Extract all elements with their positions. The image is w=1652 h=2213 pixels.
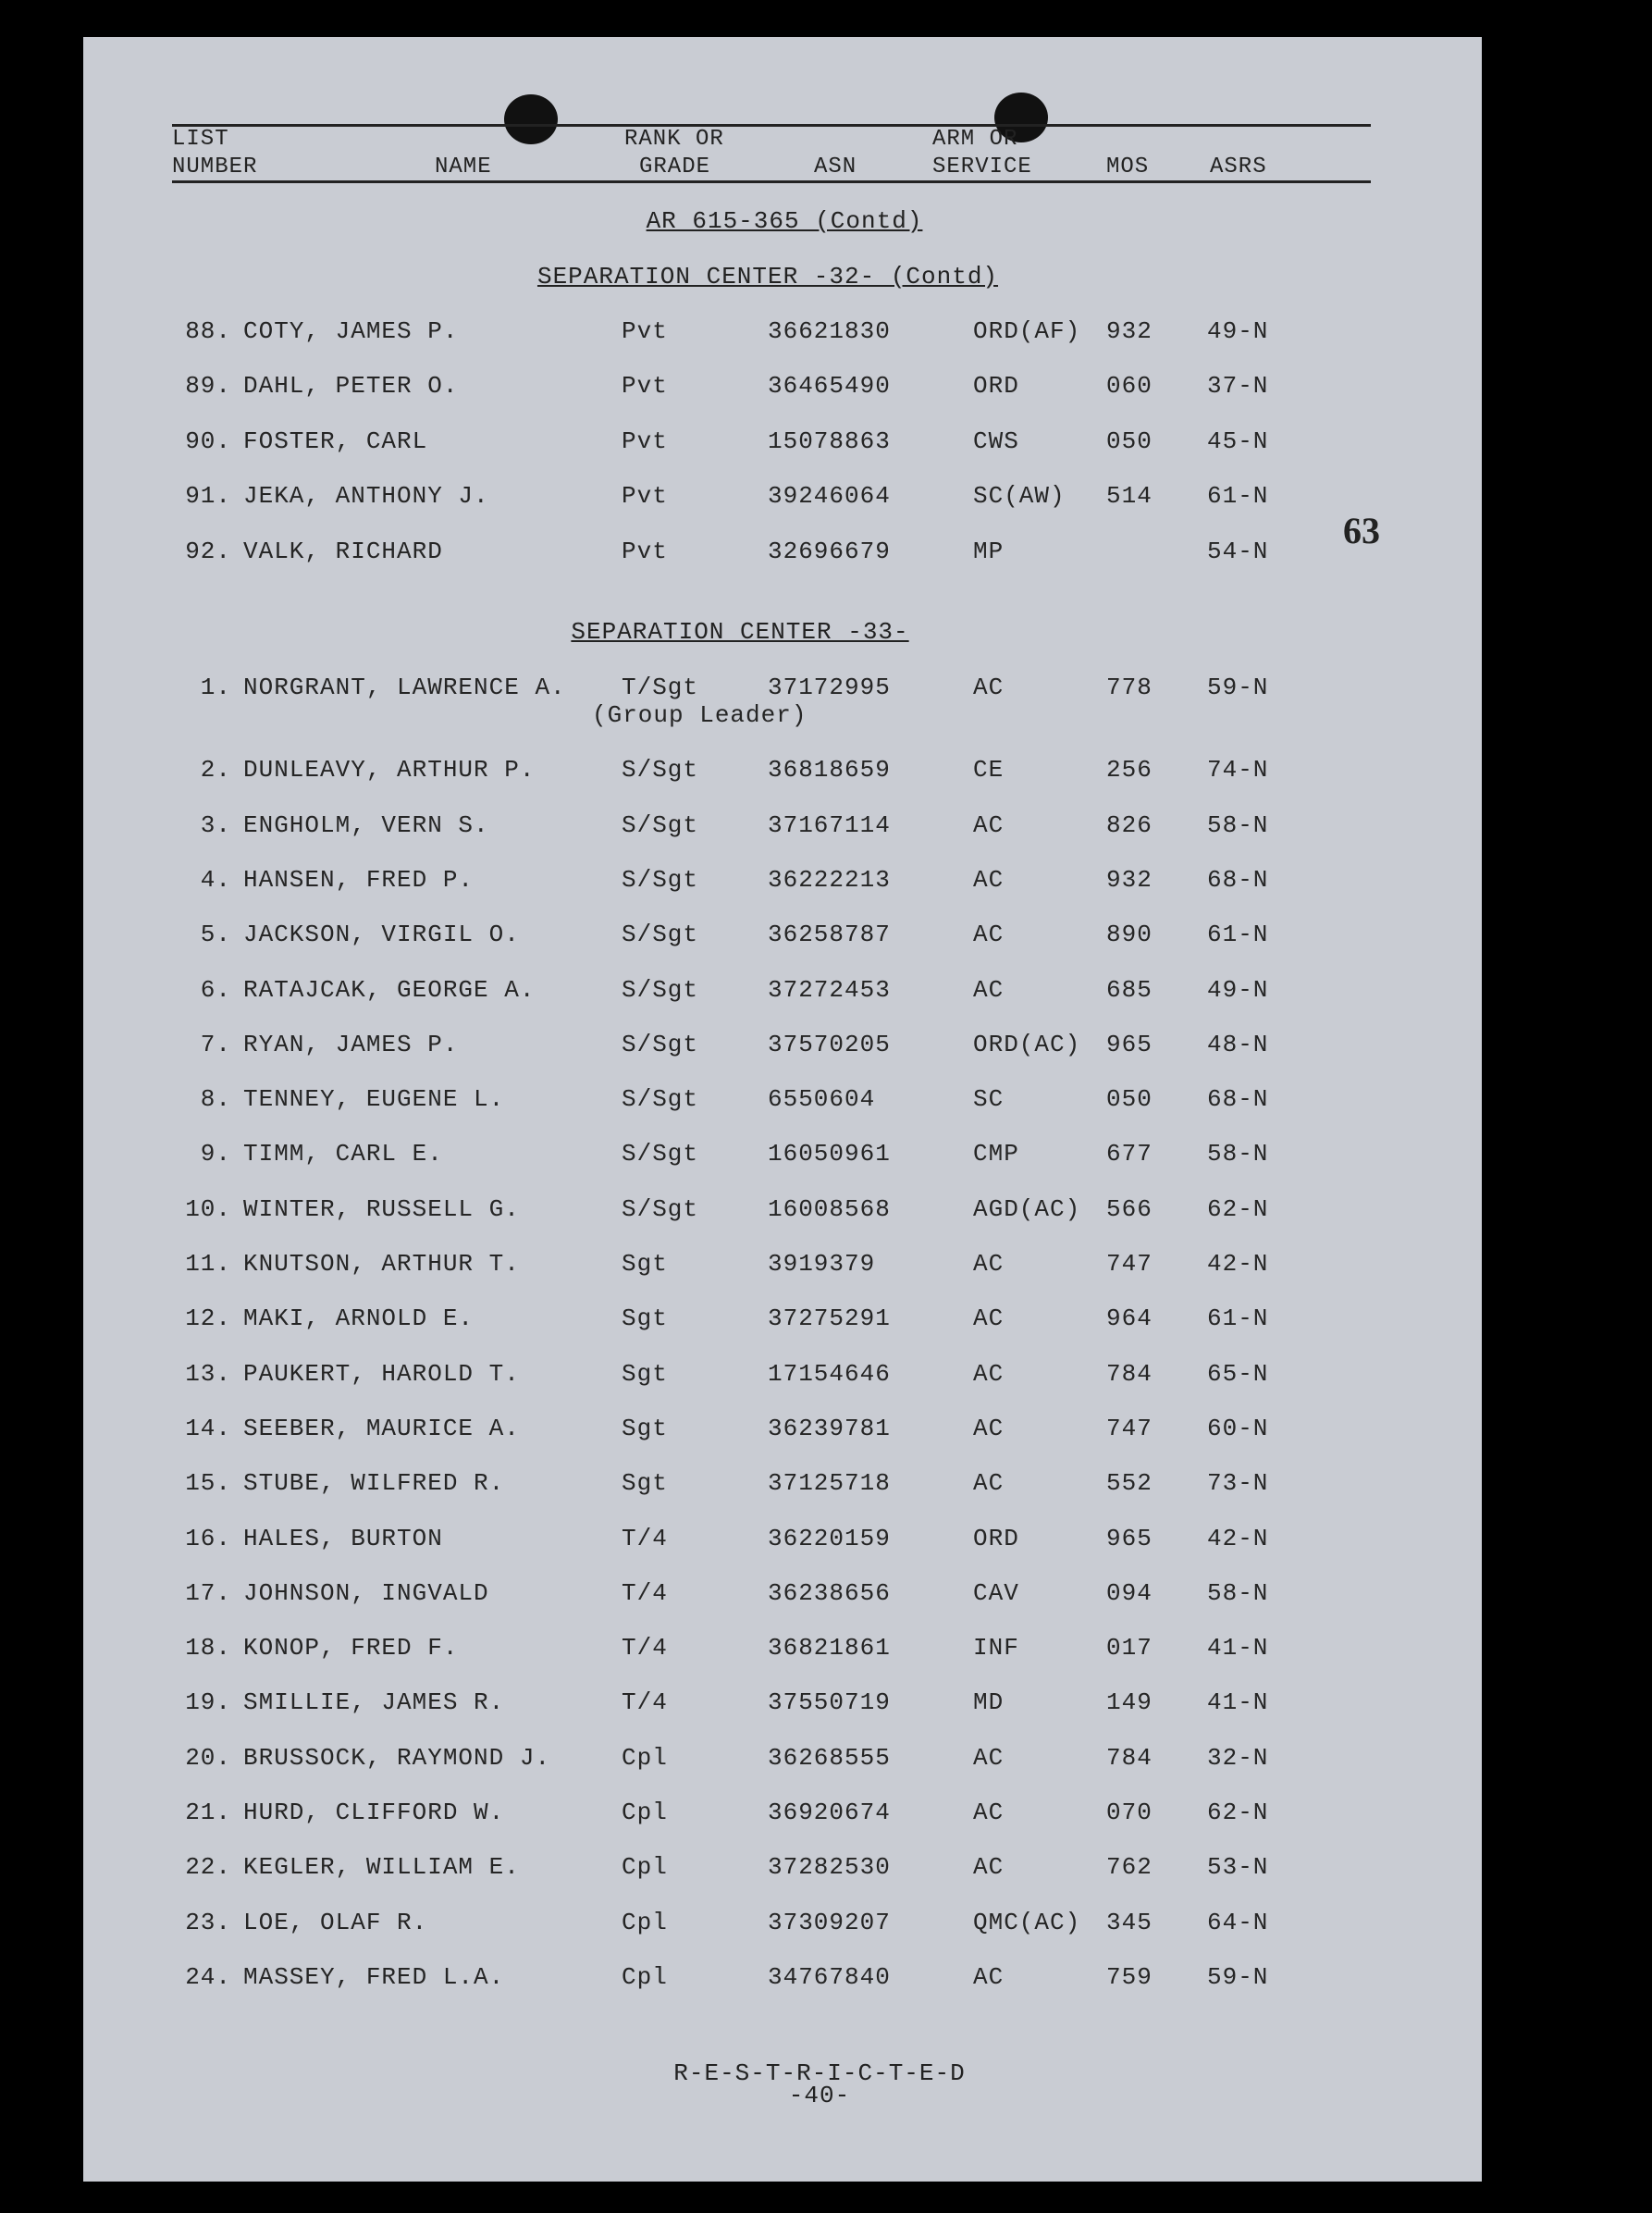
table-row — [0, 1963, 1652, 2000]
table-row — [0, 866, 1652, 903]
arm-service-cell: CMP — [973, 1140, 1019, 1168]
mos-cell: 778 — [1106, 674, 1153, 701]
header-rule-top — [172, 124, 1371, 127]
list-number-cell: 19. — [185, 1688, 231, 1717]
name-cell: ENGHOLM, VERN S. — [243, 810, 489, 839]
restricted-marking: R-E-S-T-R-I-C-T-E-D — [673, 2059, 966, 2087]
list-number-cell: 15. — [185, 1469, 231, 1498]
asn-cell: 17154646 — [768, 1359, 891, 1388]
arm-service-cell: QMC(AC) — [973, 1908, 1081, 1936]
asrs-cell: 61-N — [1207, 1304, 1269, 1333]
name-cell: PAUKERT, HAROLD T. — [243, 1359, 520, 1388]
asn-cell: 16008568 — [768, 1194, 891, 1223]
arm-service-cell: AC — [973, 674, 1005, 701]
table-row — [0, 1799, 1652, 1836]
name-cell: KONOP, FRED F. — [243, 1634, 459, 1663]
asn-cell: 36239781 — [768, 1414, 891, 1442]
name-cell: NORGRANT, LAWRENCE A. — [243, 674, 566, 701]
asn-cell: 6550604 — [768, 1085, 876, 1114]
table-row — [0, 317, 1652, 354]
asn-cell: 36220159 — [768, 1524, 891, 1552]
arm-service-cell: SC — [973, 1085, 1005, 1114]
list-number-cell: 2. — [200, 756, 231, 785]
rank-cell: Pvt — [622, 317, 668, 345]
asn-cell: 36818659 — [768, 756, 891, 785]
name-cell: TIMM, CARL E. — [243, 1140, 443, 1168]
mos-cell: 345 — [1106, 1908, 1153, 1936]
asrs-cell: 68-N — [1207, 1085, 1269, 1114]
arm-service-cell: CAV — [973, 1578, 1019, 1607]
header-list-number: LIST NUMBER — [172, 127, 258, 179]
table-row — [0, 372, 1652, 409]
footer-page-number: -40- — [788, 2082, 851, 2109]
asn-cell: 36258787 — [768, 921, 891, 949]
list-number-cell: 22. — [185, 1853, 231, 1882]
table-row — [0, 1031, 1652, 1068]
mos-cell: 964 — [1106, 1304, 1153, 1333]
list-number-cell: 88. — [185, 317, 231, 345]
list-number-cell: 20. — [185, 1743, 231, 1772]
name-cell: LOE, OLAF R. — [243, 1908, 428, 1936]
asn-cell: 37125718 — [768, 1469, 891, 1498]
rank-cell: Pvt — [622, 482, 668, 511]
list-number-cell: 7. — [200, 1030, 231, 1058]
asn-cell: 36238656 — [768, 1578, 891, 1607]
asn-cell: 36920674 — [768, 1799, 891, 1826]
asrs-cell: 49-N — [1207, 975, 1269, 1004]
rank-cell: Sgt — [622, 1304, 668, 1333]
mos-cell: 747 — [1106, 1250, 1153, 1278]
list-number-cell: 6. — [200, 975, 231, 1004]
mos-cell: 826 — [1106, 810, 1153, 839]
asn-cell: 16050961 — [768, 1140, 891, 1168]
asrs-cell: 60-N — [1207, 1414, 1269, 1442]
asrs-cell: 68-N — [1207, 865, 1269, 894]
asn-cell: 37167114 — [768, 810, 891, 839]
rank-cell: Sgt — [622, 1469, 668, 1498]
arm-service-cell: SC(AW) — [973, 482, 1066, 511]
asrs-cell: 42-N — [1207, 1250, 1269, 1278]
mos-cell: 784 — [1106, 1359, 1153, 1388]
asrs-cell: 48-N — [1207, 1030, 1269, 1058]
asrs-cell: 74-N — [1207, 756, 1269, 785]
section-heading-33: SEPARATION CENTER -33- — [571, 618, 909, 646]
mos-cell: 566 — [1106, 1194, 1153, 1223]
mos-cell: 965 — [1106, 1524, 1153, 1552]
list-number-cell: 17. — [185, 1578, 231, 1607]
asn-cell: 36465490 — [768, 372, 891, 401]
asrs-cell: 62-N — [1207, 1194, 1269, 1223]
section-heading-32: SEPARATION CENTER -32- (Contd) — [536, 263, 999, 291]
mos-cell: 060 — [1106, 372, 1153, 401]
name-cell: SMILLIE, JAMES R. — [243, 1688, 505, 1717]
asrs-cell: 65-N — [1207, 1359, 1269, 1388]
mos-cell: 685 — [1106, 975, 1153, 1004]
asn-cell: 36621830 — [768, 317, 891, 345]
mos-cell: 932 — [1106, 865, 1153, 894]
asn-cell: 37172995 — [768, 674, 891, 701]
header-rule-bottom — [172, 180, 1371, 183]
asn-cell: 39246064 — [768, 482, 891, 511]
mos-cell: 762 — [1106, 1853, 1153, 1882]
asrs-cell: 49-N — [1207, 317, 1269, 345]
list-number-cell: 90. — [185, 427, 231, 455]
arm-service-cell: MD — [973, 1688, 1005, 1717]
name-cell: JEKA, ANTHONY J. — [243, 482, 489, 511]
table-row — [0, 1469, 1652, 1506]
rank-cell: T/4 — [622, 1688, 668, 1717]
name-cell: COTY, JAMES P. — [243, 317, 459, 345]
mos-cell: 965 — [1106, 1030, 1153, 1058]
table-row — [0, 1085, 1652, 1122]
table-row — [0, 482, 1652, 519]
table-row — [0, 1525, 1652, 1562]
arm-service-cell: AC — [973, 1250, 1005, 1278]
name-cell: SEEBER, MAURICE A. — [243, 1414, 520, 1442]
mos-cell: 070 — [1106, 1799, 1153, 1826]
asn-cell: 37550719 — [768, 1688, 891, 1717]
rank-cell: Cpl — [622, 1743, 668, 1772]
name-cell: VALK, RICHARD — [243, 537, 443, 565]
rank-cell: S/Sgt — [622, 865, 699, 894]
arm-service-cell: MP — [973, 537, 1005, 565]
name-cell: HALES, BURTON — [243, 1524, 443, 1552]
rank-cell: S/Sgt — [622, 1085, 699, 1114]
rank-cell: T/4 — [622, 1578, 668, 1607]
header-asn: ASN — [814, 155, 857, 179]
arm-service-cell: ORD(AC) — [973, 1030, 1081, 1058]
table-row — [0, 756, 1652, 793]
asn-cell: 37309207 — [768, 1908, 891, 1936]
arm-service-cell: AC — [973, 810, 1005, 839]
asn-cell: 37570205 — [768, 1030, 891, 1058]
rank-cell: S/Sgt — [622, 1194, 699, 1223]
asrs-cell: 45-N — [1207, 427, 1269, 455]
arm-service-cell: ORD — [973, 372, 1019, 401]
asrs-cell: 58-N — [1207, 1578, 1269, 1607]
list-number-cell: 18. — [185, 1634, 231, 1663]
asn-cell: 37275291 — [768, 1304, 891, 1333]
rank-cell: T/Sgt — [622, 674, 699, 701]
asn-cell: 36821861 — [768, 1634, 891, 1663]
asn-cell: 34767840 — [768, 1962, 891, 1991]
asrs-cell: 73-N — [1207, 1469, 1269, 1498]
rank-cell: Cpl — [622, 1962, 668, 1991]
name-cell: RYAN, JAMES P. — [243, 1030, 459, 1058]
arm-service-cell: AC — [973, 865, 1005, 894]
name-cell: STUBE, WILFRED R. — [243, 1469, 505, 1498]
mos-cell: 256 — [1106, 756, 1153, 785]
arm-service-cell: AC — [973, 1962, 1005, 1991]
rank-cell: S/Sgt — [622, 921, 699, 949]
mos-cell: 050 — [1106, 427, 1153, 455]
asrs-cell: 62-N — [1207, 1799, 1269, 1826]
table-row — [0, 1634, 1652, 1671]
name-cell: TENNEY, EUGENE L. — [243, 1085, 505, 1114]
list-number-cell: 91. — [185, 482, 231, 511]
name-cell: MASSEY, FRED L.A. — [243, 1962, 505, 1991]
table-row — [0, 1909, 1652, 1946]
mos-cell: 677 — [1106, 1140, 1153, 1168]
list-number-cell: 3. — [200, 810, 231, 839]
rank-cell: Sgt — [622, 1359, 668, 1388]
asn-cell: 37272453 — [768, 975, 891, 1004]
arm-service-cell: ORD(AF) — [973, 317, 1081, 345]
table-row — [0, 1140, 1652, 1177]
asrs-cell: 42-N — [1207, 1524, 1269, 1552]
table-row — [0, 1688, 1652, 1725]
list-number-cell: 14. — [185, 1414, 231, 1442]
arm-service-cell: AC — [973, 1414, 1005, 1442]
mos-cell: 932 — [1106, 317, 1153, 345]
header-asrs: ASRS — [1210, 155, 1267, 179]
group-leader-note: (Group Leader) — [592, 701, 808, 729]
rank-cell: S/Sgt — [622, 810, 699, 839]
arm-service-cell: ORD — [973, 1524, 1019, 1552]
table-row — [0, 427, 1652, 464]
name-cell: WINTER, RUSSELL G. — [243, 1194, 520, 1223]
name-cell: MAKI, ARNOLD E. — [243, 1304, 475, 1333]
list-number-cell: 11. — [185, 1250, 231, 1278]
list-number-cell: 23. — [185, 1908, 231, 1936]
asrs-cell: 41-N — [1207, 1634, 1269, 1663]
arm-service-cell: CWS — [973, 427, 1019, 455]
name-cell: HURD, CLIFFORD W. — [243, 1799, 505, 1826]
asrs-cell: 37-N — [1207, 372, 1269, 401]
table-row — [0, 1195, 1652, 1232]
table-row — [0, 1304, 1652, 1341]
list-number-cell: 16. — [185, 1524, 231, 1552]
list-number-cell: 21. — [185, 1799, 231, 1826]
table-row — [0, 1744, 1652, 1781]
rank-cell: S/Sgt — [622, 756, 699, 785]
asrs-cell: 59-N — [1207, 1962, 1269, 1991]
asrs-cell: 54-N — [1207, 537, 1269, 565]
header-mos: MOS — [1106, 155, 1150, 179]
name-cell: JOHNSON, INGVALD — [243, 1578, 489, 1607]
arm-service-cell: AC — [973, 1853, 1005, 1882]
list-number-cell: 1. — [200, 674, 231, 701]
mos-cell: 050 — [1106, 1085, 1153, 1114]
rank-cell: Cpl — [622, 1908, 668, 1936]
asrs-cell: 59-N — [1207, 674, 1269, 701]
list-number-cell: 8. — [200, 1085, 231, 1114]
asrs-cell: 64-N — [1207, 1908, 1269, 1936]
arm-service-cell: AC — [973, 921, 1005, 949]
rank-cell: T/4 — [622, 1524, 668, 1552]
table-row — [0, 976, 1652, 1013]
mos-cell: 094 — [1106, 1578, 1153, 1607]
page-number: 63 — [1343, 510, 1380, 551]
rank-cell: Pvt — [622, 537, 668, 565]
rank-cell: Pvt — [622, 372, 668, 401]
asrs-cell: 61-N — [1207, 482, 1269, 511]
list-number-cell: 10. — [185, 1194, 231, 1223]
mos-cell: 890 — [1106, 921, 1153, 949]
mos-cell: 552 — [1106, 1469, 1153, 1498]
list-number-cell: 13. — [185, 1359, 231, 1388]
asn-cell: 3919379 — [768, 1250, 876, 1278]
list-number-cell: 5. — [200, 921, 231, 949]
arm-service-cell: AC — [973, 1469, 1005, 1498]
list-number-cell: 4. — [200, 865, 231, 894]
mos-cell: 149 — [1106, 1688, 1153, 1717]
name-cell: FOSTER, CARL — [243, 427, 428, 455]
name-cell: DUNLEAVY, ARTHUR P. — [243, 756, 536, 785]
arm-service-cell: AC — [973, 975, 1005, 1004]
asrs-cell: 58-N — [1207, 1140, 1269, 1168]
mos-cell: 017 — [1106, 1634, 1153, 1663]
arm-service-cell: AC — [973, 1799, 1005, 1826]
asrs-cell: 32-N — [1207, 1743, 1269, 1772]
rank-cell: Pvt — [622, 427, 668, 455]
rank-cell: Cpl — [622, 1853, 668, 1882]
asn-cell: 32696679 — [768, 537, 891, 565]
asn-cell: 37282530 — [768, 1853, 891, 1882]
mos-cell: 784 — [1106, 1743, 1153, 1772]
mos-cell: 759 — [1106, 1962, 1153, 1991]
table-row — [0, 1250, 1652, 1287]
mos-cell: 747 — [1106, 1414, 1153, 1442]
regulation-heading: AR 615-365 (Contd) — [646, 207, 923, 235]
table-row — [0, 811, 1652, 848]
name-cell: HANSEN, FRED P. — [243, 865, 475, 894]
asn-cell: 36268555 — [768, 1743, 891, 1772]
asrs-cell: 53-N — [1207, 1853, 1269, 1882]
arm-service-cell: AGD(AC) — [973, 1194, 1081, 1223]
table-row — [0, 538, 1652, 575]
arm-service-cell: CE — [973, 756, 1005, 785]
table-row — [0, 1415, 1652, 1452]
arm-service-cell: AC — [973, 1359, 1005, 1388]
arm-service-cell: AC — [973, 1743, 1005, 1772]
list-number-cell: 24. — [185, 1962, 231, 1991]
name-cell: DAHL, PETER O. — [243, 372, 459, 401]
asn-cell: 36222213 — [768, 865, 891, 894]
rank-cell: S/Sgt — [622, 1030, 699, 1058]
table-row — [0, 1360, 1652, 1397]
asrs-cell: 58-N — [1207, 810, 1269, 839]
arm-service-cell: INF — [973, 1634, 1019, 1663]
mos-cell: 514 — [1106, 482, 1153, 511]
name-cell: KNUTSON, ARTHUR T. — [243, 1250, 520, 1278]
asrs-cell: 61-N — [1207, 921, 1269, 949]
table-row — [0, 1853, 1652, 1890]
list-number-cell: 89. — [185, 372, 231, 401]
rank-cell: Cpl — [622, 1799, 668, 1826]
table-row — [0, 1579, 1652, 1616]
rank-cell: T/4 — [622, 1634, 668, 1663]
header-arm: ARM OR SERVICE — [932, 127, 1032, 179]
rank-cell: S/Sgt — [622, 1140, 699, 1168]
name-cell: BRUSSOCK, RAYMOND J. — [243, 1743, 551, 1772]
asrs-cell: 41-N — [1207, 1688, 1269, 1717]
header-rank: RANK OR GRADE — [624, 127, 724, 179]
table-row — [0, 921, 1652, 958]
name-cell: RATAJCAK, GEORGE A. — [243, 975, 536, 1004]
table-row — [0, 674, 1652, 711]
list-number-cell: 92. — [185, 537, 231, 565]
name-cell: KEGLER, WILLIAM E. — [243, 1853, 520, 1882]
header-name: NAME — [435, 155, 492, 179]
rank-cell: Sgt — [622, 1414, 668, 1442]
rank-cell: Sgt — [622, 1250, 668, 1278]
punch-hole — [504, 94, 558, 144]
rank-cell: S/Sgt — [622, 975, 699, 1004]
asn-cell: 15078863 — [768, 427, 891, 455]
list-number-cell: 12. — [185, 1304, 231, 1333]
list-number-cell: 9. — [200, 1140, 231, 1168]
arm-service-cell: AC — [973, 1304, 1005, 1333]
name-cell: JACKSON, VIRGIL O. — [243, 921, 520, 949]
